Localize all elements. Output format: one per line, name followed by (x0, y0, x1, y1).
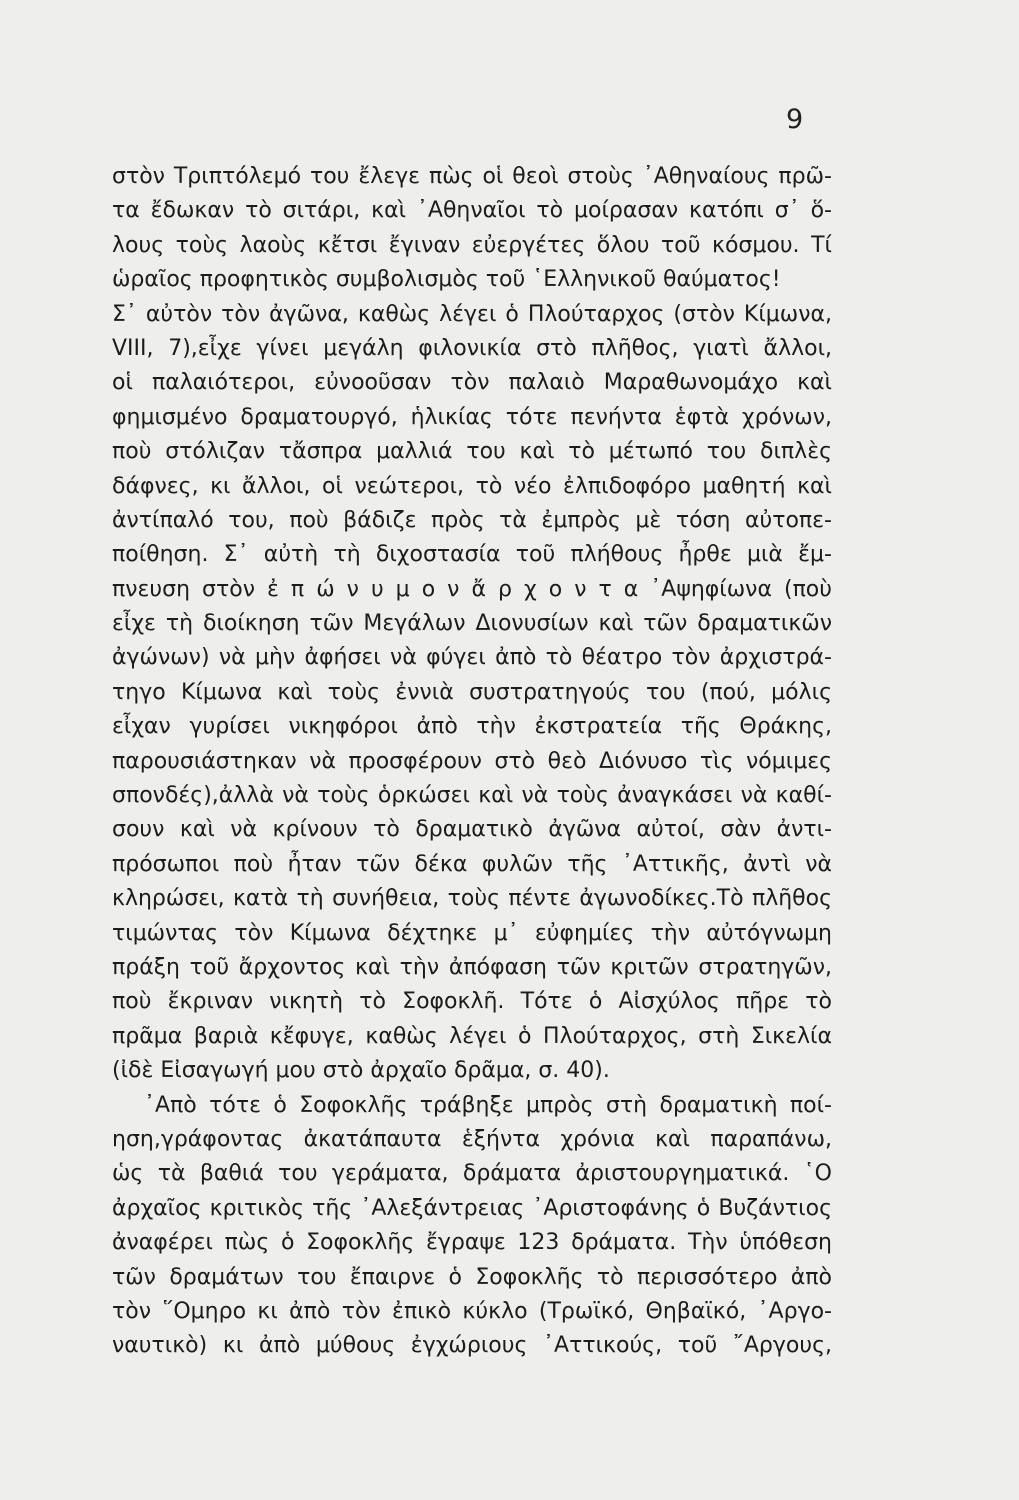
text-line: δάφνες, κι ἄλλοι, οἱ νεώτεροι, τὸ νέο ἐλπιδοφόρο μαθητή καὶ (112, 473, 832, 499)
text-line: τα ἔδωκαν τὸ σιτάρι, καὶ ᾽Αθηναῖοι τὸ μοίρασαν κατόπι σ᾽ ὅ- (112, 198, 832, 224)
text-line: ἀναφέρει πὼς ὁ Σοφοκλῆς ἔγραψε 123 δράματα. Τὴν ὑπόθεση (112, 1230, 832, 1256)
body-text (112, 160, 832, 1364)
text-line: σουν καὶ νὰ κρίνουν τὸ δραματικὸ ἀγῶνα αὐτοί, σὰν ἀντι- (112, 817, 832, 843)
text-line: ἀντίπαλό του, ποὺ βάδιζε πρὸς τὰ ἐμπρὸς μὲ τόση αὐτοπε- (112, 507, 832, 533)
text-line: ποὺ ἔκριναν νικητὴ τὸ Σοφοκλῆ. Τότε ὁ Αἰσχύλος πῆρε τὸ (112, 989, 832, 1015)
text-line: VIII, 7),εἶχε γίνει μεγάλη φιλονικία στὸ πλῆθος, γιατὶ ἄλλοι, (112, 335, 832, 361)
text-line: ἀρχαῖος κριτικὸς τῆς ᾽Αλεξάντρειας ᾽Αριστοφάνης ὁ Βυζάντιος (112, 1195, 832, 1221)
text-line: τηγο Κίμωνα καὶ τοὺς ἐννιὰ συστρατηγούς του (πού, μόλις (112, 679, 832, 705)
text-line: ποὺ στόλιζαν τἄσπρα μαλλιά του καὶ τὸ μέτωπό του διπλὲς (112, 439, 832, 465)
text-line: λους τοὺς λαοὺς κἔτσι ἔγιναν εὐεργέτες ὅλου τοῦ κόσμου. Τί (112, 232, 832, 258)
text-line: πράξη τοῦ ἄρχοντος καὶ τὴν ἀπόφαση τῶν κριτῶν στρατηγῶν, (112, 954, 832, 980)
text-line: πρόσωποι ποὺ ἦταν τῶν δέκα φυλῶν τῆς ᾽Αττικῆς, ἀντὶ νὰ (112, 851, 832, 877)
page-number: 9 (786, 104, 804, 135)
text-line: ἀγώνων) νὰ μὴν ἀφήσει νὰ φύγει ἀπὸ τὸ θέατρο τὸν ἀρχιστρά- (112, 645, 832, 671)
text-line: οἱ παλαιότεροι, εὐνοοῦσαν τὸν παλαιὸ Μαραθωνομάχο καὶ (112, 370, 832, 396)
text-line: παρουσιάστηκαν νὰ προσφέρουν στὸ θεὸ Διόνυσο τὶς νόμιμες (112, 748, 832, 774)
text-line: ὡς τὰ βαθιά του γεράματα, δράματα ἀριστουργηματικά. ῾Ο (112, 1161, 832, 1187)
text-line: ὡραῖος προφητικὸς συμβολισμὸς τοῦ ῾Ελληνικοῦ θαύματος! (112, 267, 781, 293)
text-line: ποίθηση. Σ᾽ αὐτὴ τὴ διχοστασία τοῦ πλήθους ἦρθε μιὰ ἔμ- (112, 542, 832, 568)
text-line: τιμώντας τὸν Κίμωνα δέχτηκε μ᾽ εὐφημίες τὴν αὐτόγνωμη (112, 920, 832, 946)
text-line: εἶχε τὴ διοίκηση τῶν Μεγάλων Διονυσίων καὶ τῶν δραματικῶν (112, 611, 832, 637)
text-line: φημισμένο δραματουργό, ἡλικίας τότε πενήντα ἑφτὰ χρόνων, (112, 404, 832, 430)
text-line: τὸν ῞Ομηρο κι ἀπὸ τὸν ἐπικὸ κύκλο (Τρωϊκό, Θηβαϊκό, ᾽Αργο- (112, 1298, 832, 1324)
text-line: ᾽Απὸ τότε ὁ Σοφοκλῆς τράβηξε μπρὸς στὴ δραματικὴ ποί- (144, 1092, 832, 1118)
text-line: σπονδές),ἀλλὰ νὰ τοὺς ὁρκώσει καὶ νὰ τοὺς ἀναγκάσει νὰ καθί- (112, 783, 832, 809)
text-line: πρᾶμα βαριὰ κἔφυγε, καθὼς λέγει ὁ Πλούταρχος, στὴ Σικελία (112, 1023, 832, 1049)
text-line: πνευση στὸν ἐ π ώ ν υ μ ο ν ἄ ρ χ ο ν τ α ᾽Αψηφίωνα (ποὺ (112, 576, 832, 602)
text-line: κληρώσει, κατὰ τὴ συνήθεια, τοὺς πέντε ἀγωνοδίκες.Τὸ πλῆθος (112, 886, 832, 912)
text-line: εἶχαν γυρίσει νικηφόροι ἀπὸ τὴν ἐκστρατεία τῆς Θράκης, (112, 714, 832, 740)
text-line: ναυτικὸ) κι ἀπὸ μύθους ἐγχώριους ᾽Αττικούς, τοῦ ῎Αργους, (112, 1333, 832, 1359)
text-line: ηση,γράφοντας ἀκατάπαυτα ἑξήντα χρόνια καὶ παραπάνω, (112, 1126, 832, 1152)
text-line: στὸν Τριπτόλεμό του ἔλεγε πὼς οἱ θεοὶ στοὺς ᾽Αθηναίους πρῶ- (112, 164, 832, 189)
text-line: (ἰδὲ Εἰσαγωγή μου στὸ ἀρχαῖο δρᾶμα, σ. 40). (112, 1058, 610, 1084)
text-line: τῶν δραμάτων του ἔπαιρνε ὁ Σοφοκλῆς τὸ περισσότερο ἀπὸ (112, 1264, 832, 1290)
text-line: Σ᾽ αὐτὸν τὸν ἀγῶνα, καθὼς λέγει ὁ Πλούταρχος (στὸν Κίμωνα, (112, 301, 832, 327)
